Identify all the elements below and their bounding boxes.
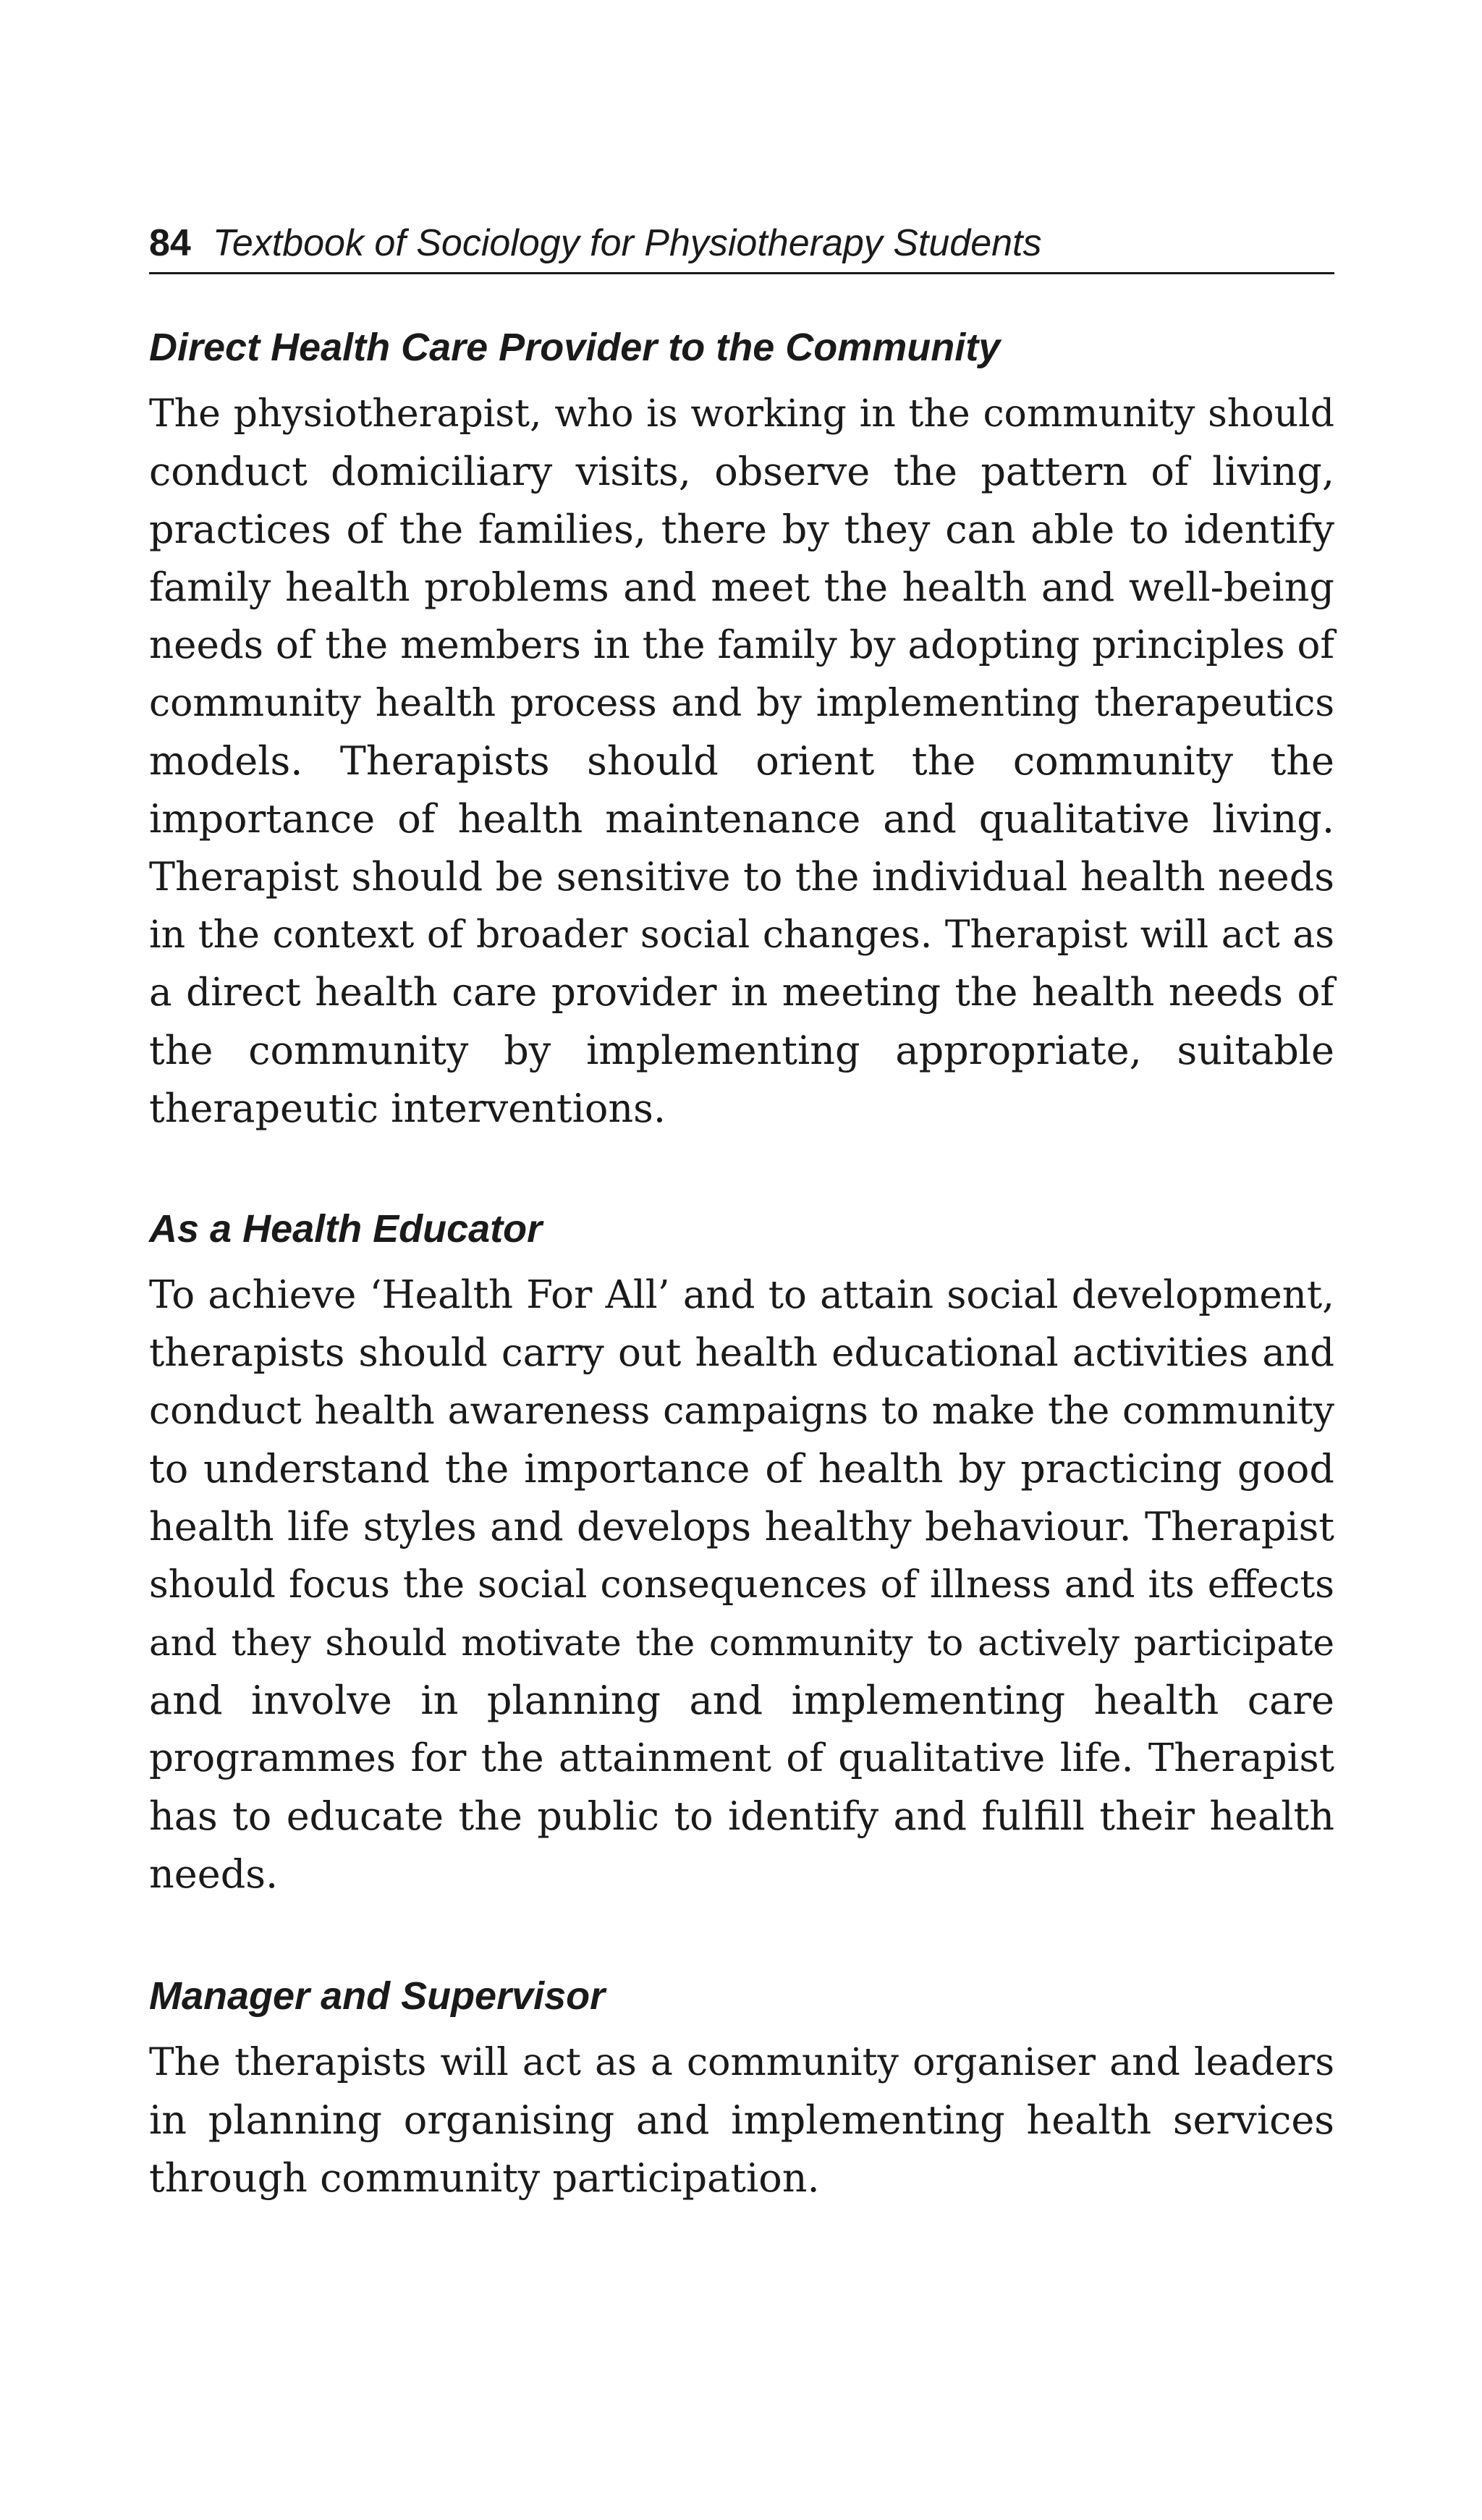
text-line: in the context of broader social changes. Therapist will act as bbox=[149, 913, 1334, 957]
text-line: and they should motivate the community to actively participate bbox=[149, 1622, 1334, 1664]
text-line: conduct domiciliary visits, observe the pattern of living, bbox=[149, 449, 1334, 494]
text-line: programmes for the attainment of qualitative life. Therapist bbox=[149, 1736, 1334, 1780]
text-line: has to educate the public to identify and fulfill their health bbox=[149, 1793, 1334, 1839]
text-line: a direct health care provider in meeting the health needs of bbox=[149, 971, 1334, 1015]
text-line: health life styles and develops healthy behaviour. Therapist bbox=[149, 1504, 1334, 1549]
section-paragraph bbox=[149, 385, 1334, 1138]
text-line: The physiotherapist, who is working in the community should bbox=[149, 392, 1334, 436]
text-line: the community by implementing appropriate, suitable bbox=[149, 1028, 1334, 1073]
section-heading: As a Health Educator bbox=[149, 1207, 543, 1251]
book-title: Textbook of Sociology for Physiotherapy Students bbox=[212, 222, 1042, 264]
section-paragraph bbox=[149, 2034, 1334, 2207]
text-line: to understand the importance of health by practicing good bbox=[149, 1446, 1334, 1492]
text-line: To achieve ‘Health For All’ and to attain social development, bbox=[149, 1273, 1334, 1317]
text-line: therapists should carry out health educational activities and bbox=[149, 1331, 1334, 1375]
text-line: should focus the social consequences of illness and its effects bbox=[149, 1563, 1334, 1607]
text-line: through community participation. bbox=[149, 2155, 820, 2201]
text-line: needs. bbox=[149, 1851, 279, 1897]
text-line: models. Therapists should orient the community the bbox=[149, 738, 1334, 784]
text-line: conduct health awareness campaigns to make the community bbox=[149, 1390, 1334, 1433]
section-health-educator bbox=[149, 1200, 1334, 1903]
section-heading: Manager and Supervisor bbox=[149, 1974, 606, 2018]
text-line: in planning organising and implementing health services bbox=[149, 2097, 1334, 2143]
text-line: Therapist should be sensitive to the individual health needs bbox=[149, 854, 1334, 900]
text-line: needs of the members in the family by adopting principles of bbox=[149, 623, 1334, 667]
page-number: 84 bbox=[149, 222, 191, 264]
section-direct-health-care-provider bbox=[149, 318, 1334, 1138]
running-header bbox=[149, 214, 1334, 274]
text-line: The therapists will act as a community organiser and leaders bbox=[149, 2041, 1334, 2084]
text-line: importance of health maintenance and qualitative living. bbox=[149, 796, 1334, 842]
text-line: therapeutic interventions. bbox=[149, 1086, 666, 1131]
section-manager-and-supervisor bbox=[149, 1967, 1334, 2207]
text-line: family health problems and meet the health and well-being bbox=[149, 565, 1334, 610]
section-paragraph bbox=[149, 1267, 1334, 1903]
text-line: and involve in planning and implementing health care bbox=[149, 1678, 1334, 1723]
text-line: practices of the families, there by they can able to identify bbox=[149, 507, 1334, 552]
text-line: community health process and by implementing therapeutics bbox=[149, 682, 1334, 725]
section-heading: Direct Health Care Provider to the Community bbox=[149, 326, 1001, 369]
